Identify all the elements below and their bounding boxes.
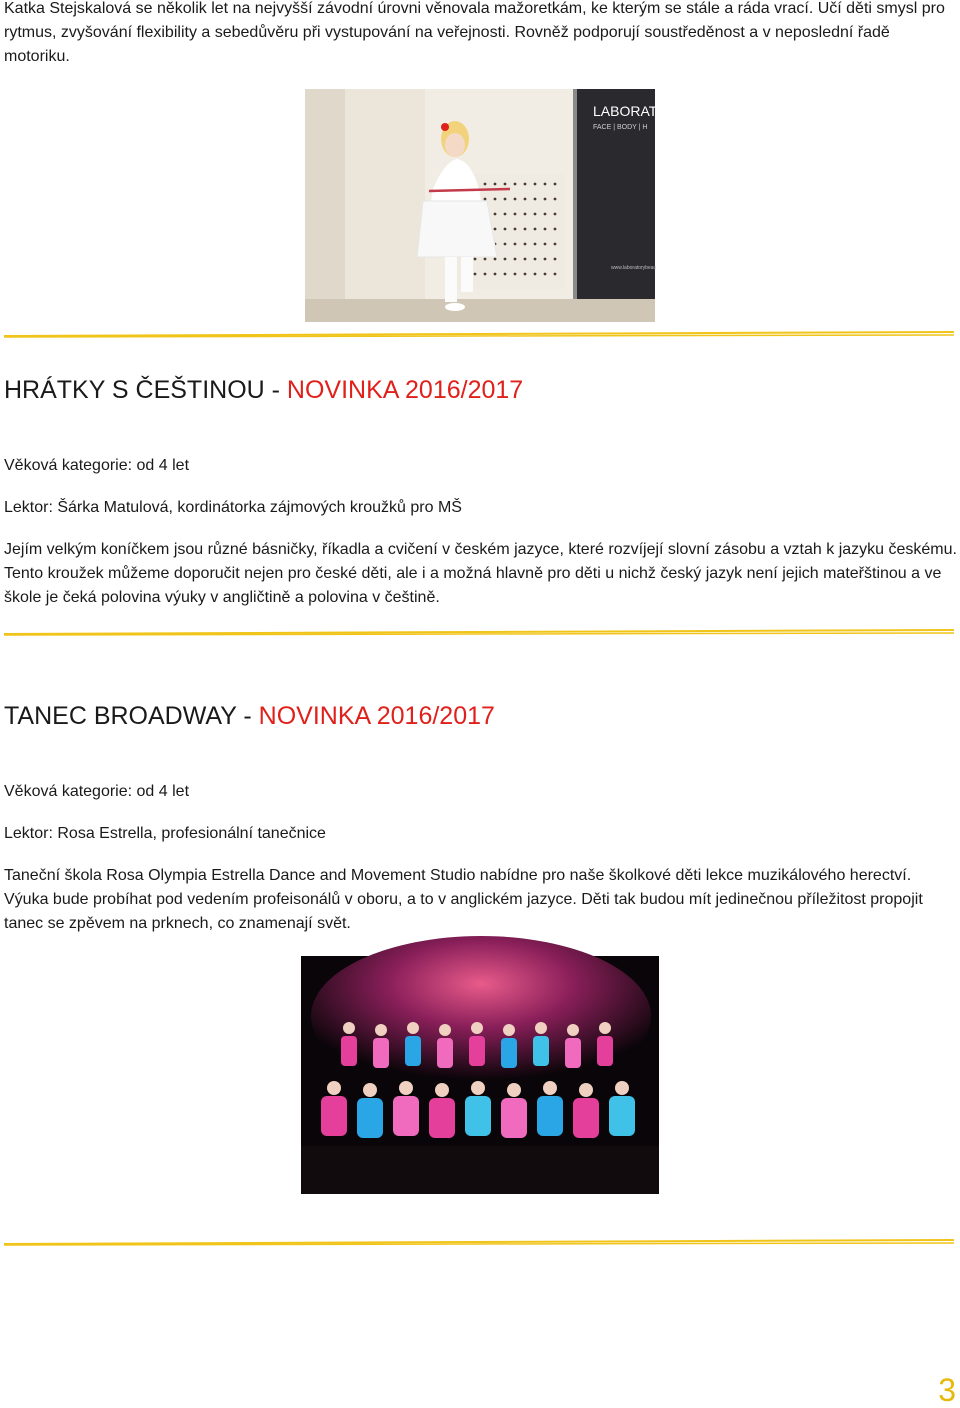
page-number: 3 — [938, 1372, 956, 1408]
course2-badge: NOVINKA 2016/2017 — [258, 702, 495, 730]
course1-title: HRÁTKY S ČEŠTINOU - — [4, 376, 287, 404]
course1-lector: Lektor: Šárka Matulová, kordinátorka zájmových kroužků pro MŠ — [4, 499, 462, 516]
banner-url: www.laboratorybeau — [611, 265, 657, 271]
intro-paragraph: Katka Stejskalová se několik let na nejvyšší závodní úrovni věnovala mažoretkám, ke kterým se stále a ráda vrací. Učí děti smysl pro rytmus, zvyšování flexibility a sebedůvěru při vystupování na veřejnosti. Rovněž podporují soustředěnost a v neposlední řadě motoriku. — [4, 0, 945, 65]
section-divider — [4, 1238, 954, 1246]
course1-description: Jejím velkým koníčkem jsou různé básničky, říkadla a cvičení v českém jazyce, které rozvíjejí slovní zásobu a vztah k jazyku českému. Tento kroužek můžeme doporučit nejen pro české děti, ale i a možná hlavně pro děti u nichž český jazyk není jejich mateřštinou a ve škole je čeká polovina výuky v angličtině a polovina v češtině. — [4, 541, 957, 606]
course2-heading — [4, 701, 495, 731]
banner-text: LABORATO — [593, 103, 668, 119]
section-divider — [4, 628, 954, 636]
course1-age: Věková kategorie: od 4 let — [4, 457, 190, 474]
course2-lector: Lektor: Rosa Estrella, profesionální tanečnice — [4, 825, 326, 842]
dance-group-photo — [301, 956, 659, 1194]
course1-badge: NOVINKA 2016/2017 — [286, 376, 524, 404]
course2-description: Taneční škola Rosa Olympia Estrella Dance and Movement Studio nabídne pro naše školkové děti lekce muzikálového herectví. Výuka bude probíhat pod vedením profeisonálů v oboru, a to v anglickém jazyce. Děti tak budou mít jedinečnou příležitost propojit tanec se zpěvem na prknech, co znamenají svět. — [4, 867, 923, 932]
course2-age: Věková kategorie: od 4 let — [4, 783, 190, 800]
majorette-photo — [305, 89, 668, 322]
section-divider — [4, 330, 954, 338]
banner-subtext: FACE | BODY | H — [593, 124, 648, 131]
course2-title: TANEC BROADWAY - — [4, 702, 259, 730]
course1-heading — [4, 375, 523, 405]
